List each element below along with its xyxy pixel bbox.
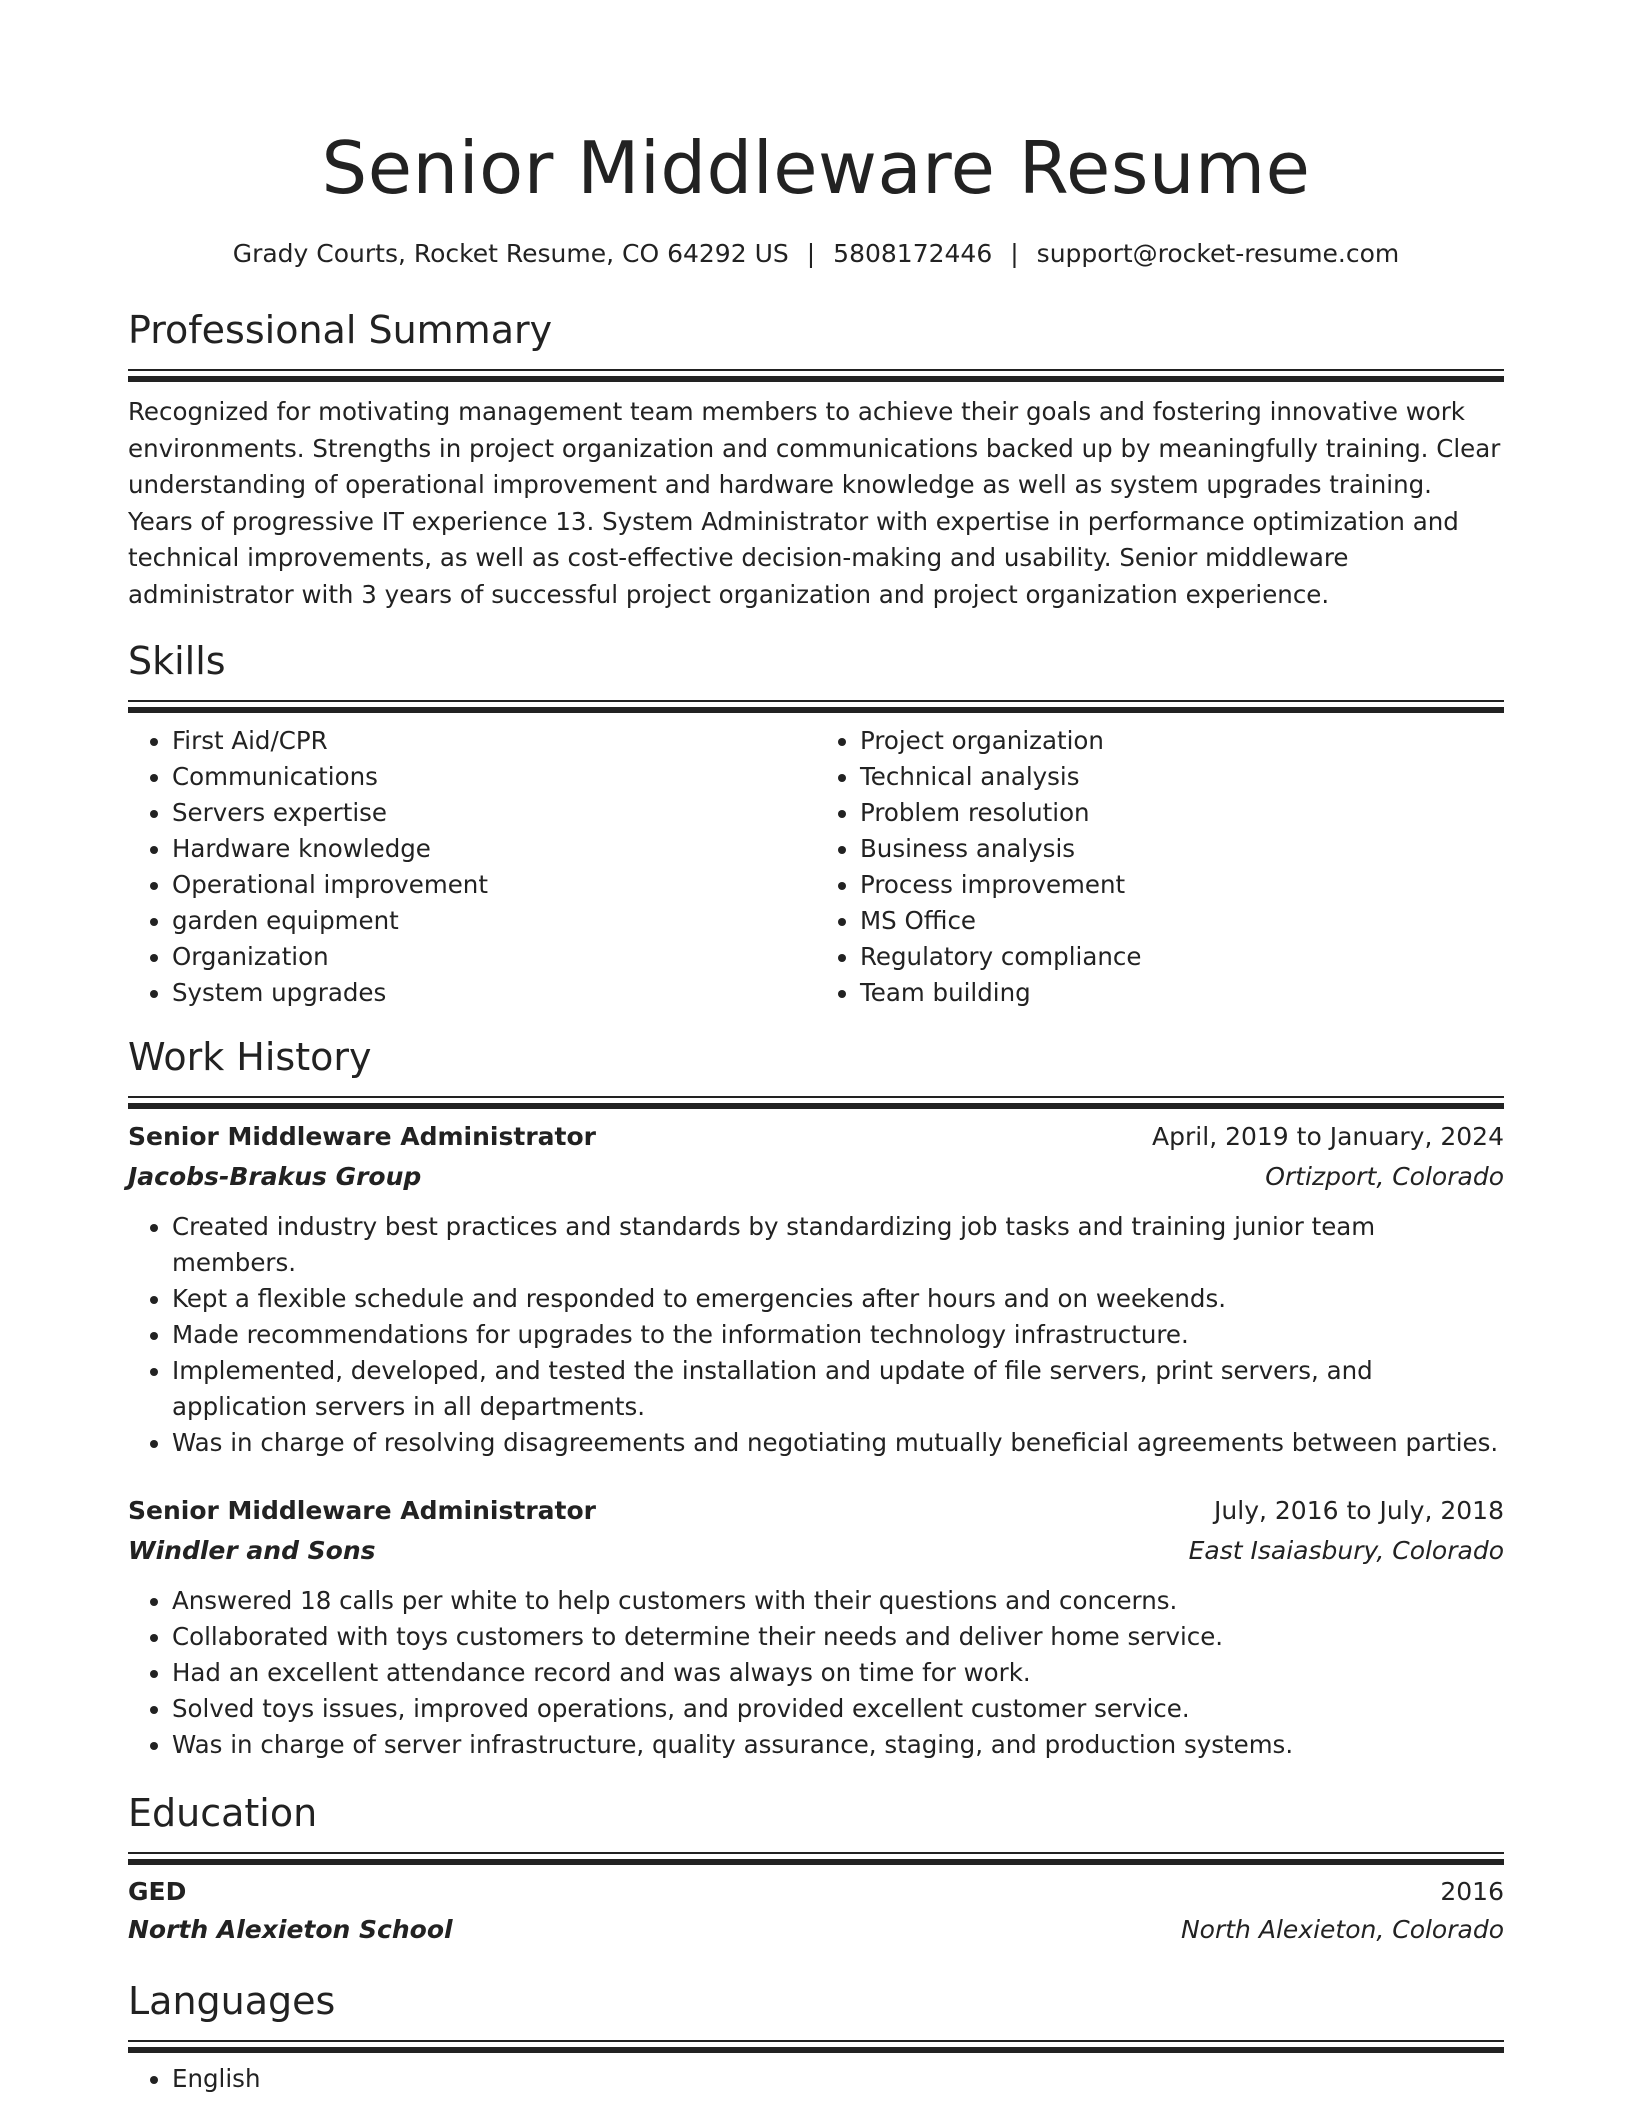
contact-line	[128, 237, 1504, 271]
skill-item: • Regulatory compliance	[860, 939, 1504, 975]
job-dates: July, 2016 to July, 2018	[1214, 1496, 1504, 1525]
languages-section	[128, 1977, 1504, 2097]
education-header	[128, 1873, 1504, 1911]
job-subheader	[128, 1157, 1504, 1197]
section-divider	[128, 700, 1504, 709]
summary-section	[128, 306, 1504, 613]
job-bullets	[128, 1583, 1504, 1763]
job-entry	[128, 1491, 1504, 1763]
education-subheader	[128, 1911, 1504, 1949]
job-header	[128, 1491, 1504, 1531]
school-name: North Alexieton School	[128, 1915, 453, 1944]
company-name: Jacobs-Brakus Group	[128, 1162, 422, 1191]
section-title-skills: Skills	[128, 639, 226, 683]
job-bullet: • Created industry best practices and standards by standardizing job tasks and training junior team members.	[172, 1209, 1504, 1281]
job-bullet: • Was in charge of resolving disagreements and negotiating mutually beneficial agreements between parties.	[172, 1425, 1504, 1461]
languages-list	[128, 2061, 1504, 2097]
language-item: • English	[172, 2061, 1504, 2097]
job-title: Senior Middleware Administrator	[128, 1122, 596, 1151]
job-bullet: • Answered 18 calls per white to help customers with their questions and concerns.	[172, 1583, 1504, 1619]
section-title-languages: Languages	[128, 1979, 336, 2023]
skills-list-right	[816, 723, 1504, 1011]
contact-email: support@rocket-resume.com	[1036, 239, 1400, 268]
skill-item: • MS Office	[860, 903, 1504, 939]
skill-item: • Process improvement	[860, 867, 1504, 903]
skill-item: • Hardware knowledge	[172, 831, 816, 867]
job-subheader	[128, 1531, 1504, 1571]
job-bullet: • Solved toys issues, improved operations, and provided excellent customer service.	[172, 1691, 1504, 1727]
contact-separator: |	[1010, 239, 1019, 268]
job-bullet: • Implemented, developed, and tested the installation and update of file servers, print servers, and application servers in all departments.	[172, 1353, 1504, 1425]
skill-item: • Team building	[860, 975, 1504, 1011]
skills-section	[128, 637, 1504, 1011]
job-dates: April, 2019 to January, 2024	[1152, 1122, 1504, 1151]
job-bullets	[128, 1209, 1504, 1461]
skill-item: • Servers expertise	[172, 795, 816, 831]
section-title-education: Education	[128, 1791, 318, 1835]
skill-item: • Business analysis	[860, 831, 1504, 867]
section-title-summary: Professional Summary	[128, 308, 553, 352]
job-header	[128, 1117, 1504, 1157]
company-name: Windler and Sons	[128, 1536, 376, 1565]
education-section	[128, 1789, 1504, 1949]
skill-item: • Operational improvement	[172, 867, 816, 903]
job-bullet: • Was in charge of server infrastructure, quality assurance, staging, and production systems.	[172, 1727, 1504, 1763]
job-bullet: • Kept a flexible schedule and responded to emergencies after hours and on weekends.	[172, 1281, 1504, 1317]
degree-name: GED	[128, 1877, 187, 1906]
contact-address: Grady Courts, Rocket Resume, CO 64292 US	[232, 239, 789, 268]
education-year: 2016	[1440, 1877, 1504, 1906]
skill-item: • Communications	[172, 759, 816, 795]
job-bullet: • Had an excellent attendance record and was always on time for work.	[172, 1655, 1504, 1691]
job-entry	[128, 1117, 1504, 1461]
section-title-work-history: Work History	[128, 1035, 372, 1079]
skills-columns	[128, 723, 1504, 1011]
contact-phone: 5808172446	[833, 239, 993, 268]
section-divider	[128, 1096, 1504, 1105]
job-bullet: • Made recommendations for upgrades to the information technology infrastructure.	[172, 1317, 1504, 1353]
skill-item: • Technical analysis	[860, 759, 1504, 795]
job-location: Ortizport, Colorado	[1265, 1162, 1504, 1191]
job-location: East Isaiasbury, Colorado	[1188, 1536, 1504, 1565]
job-bullet: • Collaborated with toys customers to determine their needs and deliver home service.	[172, 1619, 1504, 1655]
school-location: North Alexieton, Colorado	[1180, 1915, 1504, 1944]
contact-separator: |	[806, 239, 816, 268]
section-divider	[128, 369, 1504, 378]
summary-text: Recognized for motivating management team members to achieve their goals and fostering innovative work environments. Strengths in project organization and communications backed up by meaningfully training. Clear understanding of operational improvement and hardware knowledge as well as system upgrades training. Years of progressive IT experience 13. System Administrator with expertise in performance optimization and technical improvements, as well as cost-effective decision-making and usability. Senior middleware administrator with 3 years of successful project organization and project organization experience.	[128, 397, 1501, 609]
skill-item: • First Aid/CPR	[172, 723, 816, 759]
skill-item: • Project organization	[860, 723, 1504, 759]
section-divider	[128, 1852, 1504, 1861]
work-history-section	[128, 1033, 1504, 1763]
education-entry	[128, 1873, 1504, 1949]
skill-item: • System upgrades	[172, 975, 816, 1011]
skills-list-left	[128, 723, 816, 1011]
section-divider	[128, 2040, 1504, 2049]
skill-item: • Problem resolution	[860, 795, 1504, 831]
skill-item: • garden equipment	[172, 903, 816, 939]
resume-title: Senior Middleware Resume	[321, 126, 1311, 210]
skill-item: • Organization	[172, 939, 816, 975]
job-title: Senior Middleware Administrator	[128, 1496, 596, 1525]
